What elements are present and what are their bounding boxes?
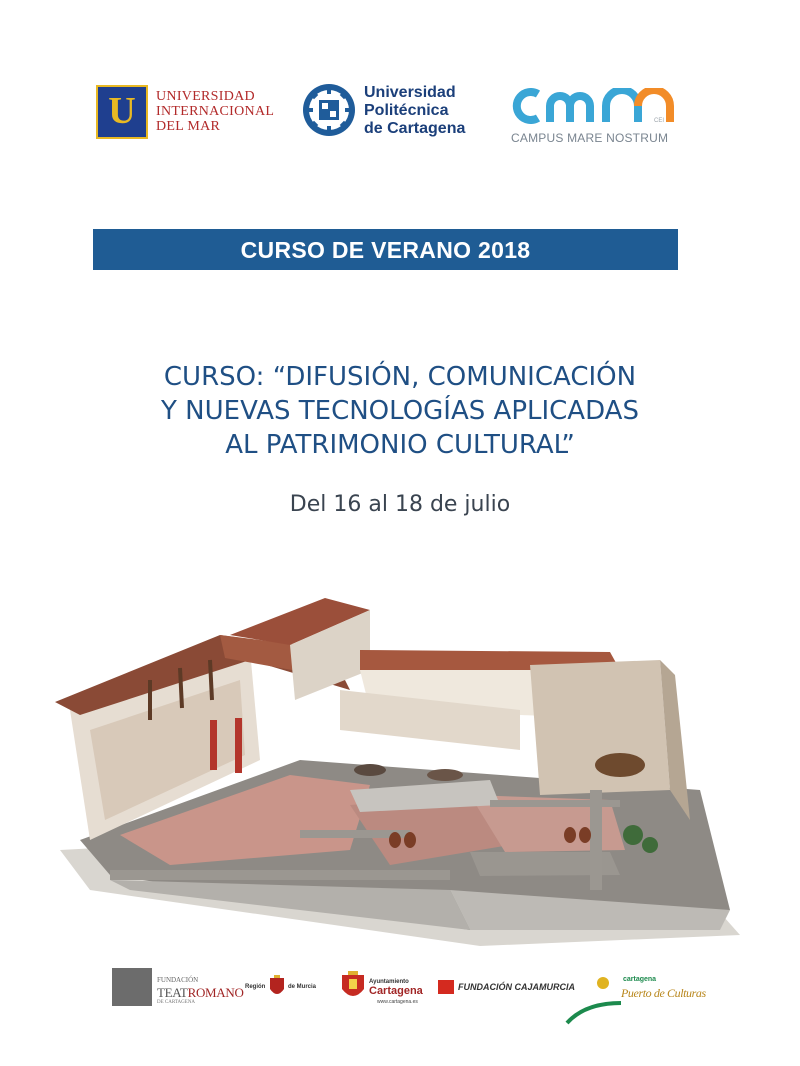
logo-campus-mare-nostrum	[508, 88, 683, 150]
teatro-sub-text: DE CARTAGENA	[157, 1000, 196, 1005]
cartagena-url: www.cartagena.es	[377, 999, 418, 1005]
course-title-line-2: Y NUEVAS TECNOLOGÍAS APLICADAS	[161, 396, 639, 426]
teatro-name-b: ROMANO	[187, 985, 244, 1000]
logo-ayuntamiento-cartagena	[340, 971, 425, 1013]
upct-line-3: de Cartagena	[364, 120, 466, 137]
logo-fundacion-teatro-romano	[112, 968, 244, 1008]
puerto-name: Puerto de Culturas	[621, 986, 706, 1000]
puerto-wave-icon	[565, 973, 625, 1028]
cmn-mark-icon	[508, 88, 676, 124]
uim-logo-text	[156, 89, 274, 134]
murcia-right-text: de Murcia	[288, 984, 317, 990]
upct-line-1: Universidad	[364, 84, 456, 101]
logo-universidad-politecnica-de-cartagena	[301, 82, 481, 142]
uim-line-1: UNIVERSIDAD	[156, 89, 255, 104]
summer-course-banner: CURSO DE VERANO 2018	[93, 229, 678, 270]
upct-seal-icon	[301, 82, 357, 138]
puerto-top-text: cartagena	[623, 976, 657, 983]
logo-universidad-internacional-del-mar	[96, 85, 276, 141]
cartagena-crest-icon	[340, 971, 366, 1003]
course-title-line-1: CURSO: “DIFUSIÓN, COMUNICACIÓN	[163, 362, 637, 392]
uim-shield-icon: U	[96, 85, 148, 139]
cartagena-name: Cartagena	[369, 985, 423, 997]
course-dates: Del 16 al 18 de julio	[289, 492, 511, 517]
cajamurcia-icon	[438, 980, 454, 994]
uim-line-3: DEL MAR	[156, 119, 221, 134]
teatro-name	[157, 985, 244, 1001]
sponsor-logos-strip	[100, 965, 720, 1035]
course-title	[60, 360, 740, 462]
cmn-caption: CAMPUS MARE NOSTRUM	[511, 131, 669, 145]
cajamurcia-name: FUNDACIÓN CAJAMURCIA	[458, 982, 575, 992]
roman-house-cutaway-illustration	[50, 590, 740, 950]
upct-line-2: Politécnica	[364, 102, 449, 119]
upct-logo-text	[364, 84, 465, 138]
teatro-romano-icon	[112, 968, 152, 1006]
logo-region-de-murcia	[245, 973, 325, 1013]
uim-line-2: INTERNACIONAL	[156, 104, 275, 119]
teatro-name-a: TEAT	[157, 985, 188, 1000]
murcia-crest-icon	[269, 975, 285, 999]
teatro-small-text: FUNDACIÓN	[157, 976, 199, 984]
logo-puerto-de-culturas	[565, 973, 715, 1028]
murcia-left-text: Región	[245, 984, 266, 990]
course-title-line-3: AL PATRIMONIO CULTURAL”	[225, 430, 575, 460]
cmn-superscript: CEI	[654, 118, 665, 124]
cartagena-top-text: Ayuntamiento	[369, 979, 409, 985]
logo-fundacion-cajamurcia	[438, 980, 578, 1000]
